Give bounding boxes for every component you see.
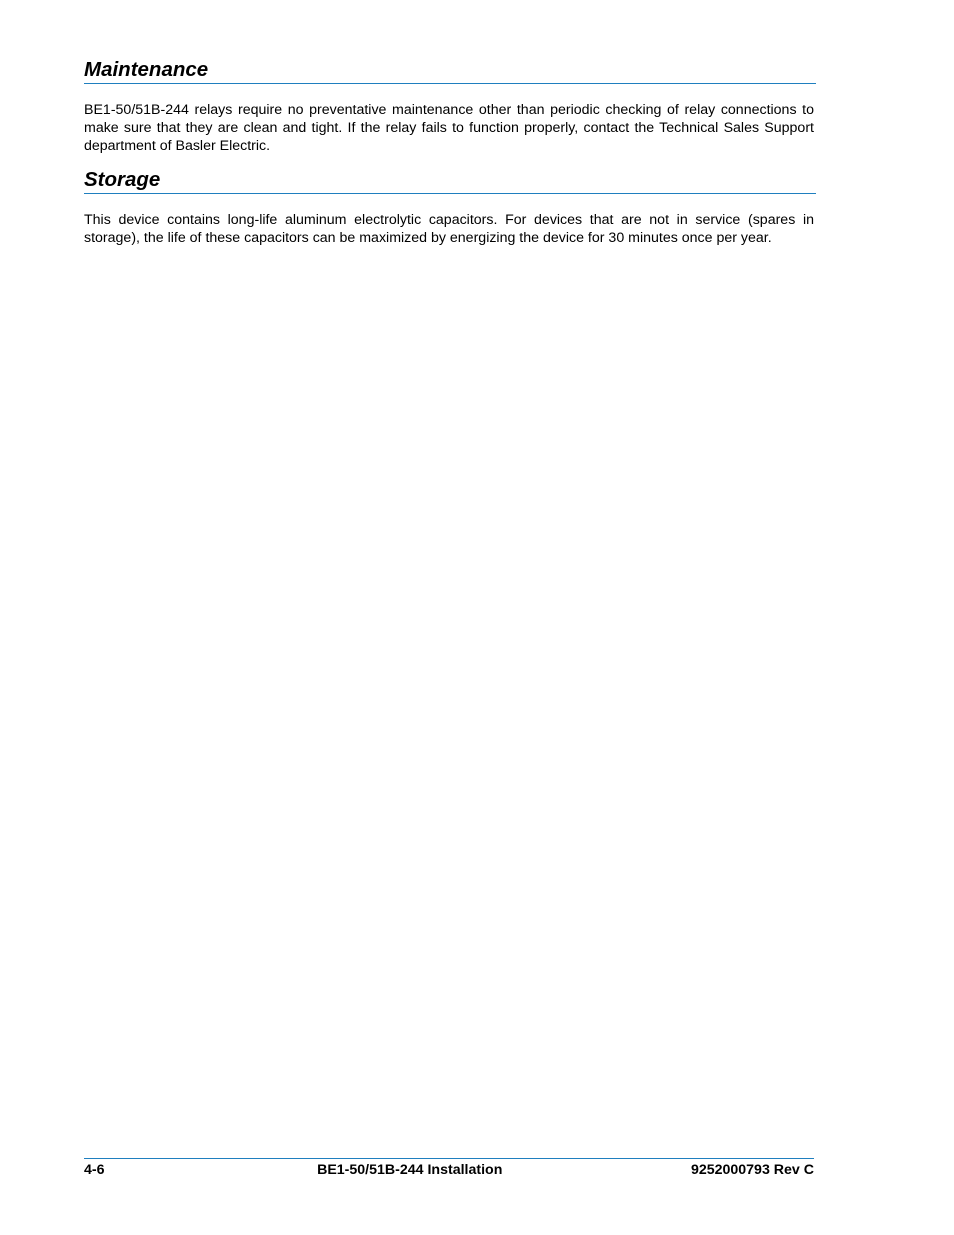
document-page: [84, 0, 816, 1235]
section-body-storage: This device contains long-life aluminum electrolytic capacitors. For devices that are not in service (spares in storage), the life of these capacitors can be maximized by energizing the device for 30 minutes once per year.: [84, 212, 814, 246]
footer-page-number: 4-6: [84, 1162, 105, 1178]
footer-title: BE1-50/51B-244 Installation: [317, 1162, 503, 1178]
section-body-maintenance: BE1-50/51B-244 relays require no preventative maintenance other than periodic checking of relay connections to make sure that they are clean and tight. If the relay fails to function properly, contact the Technical Sales Support department of Basler Electric.: [84, 102, 814, 154]
page-footer: [84, 1158, 814, 1179]
section-heading-storage: Storage: [84, 168, 816, 194]
section-heading-maintenance: Maintenance: [84, 58, 816, 84]
footer-doc-number: 9252000793 Rev C: [690, 1162, 814, 1178]
